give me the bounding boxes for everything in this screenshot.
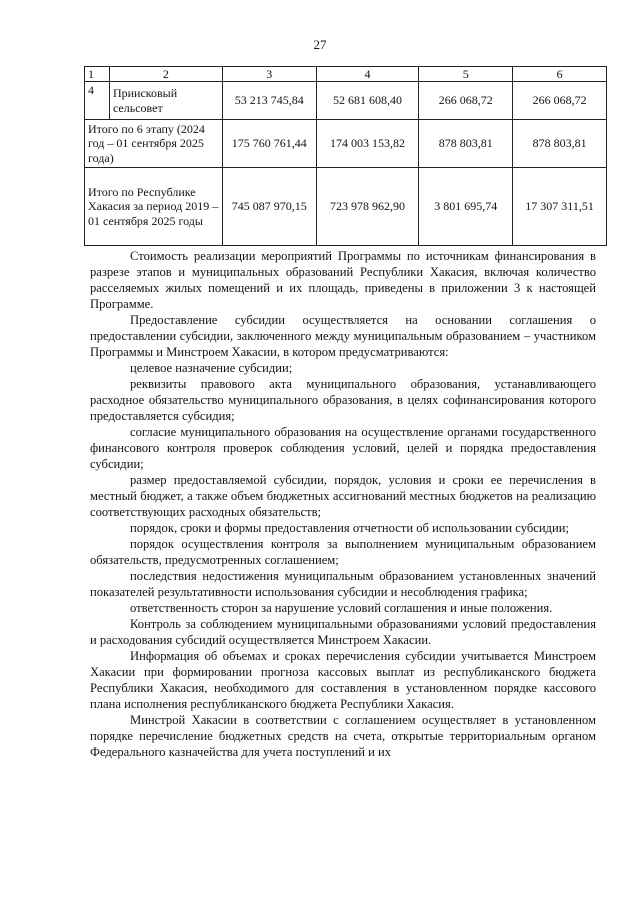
value-cell: 266 068,72: [419, 82, 513, 120]
value-cell: 174 003 153,82: [316, 120, 419, 168]
row-label: Итого по Республике Хакасия за период 2019 – 01 сентября 2025 годы: [85, 168, 223, 246]
paragraph: Стоимость реализации мероприятий Программы по источникам финансирования в разрезе этапов и муниципальных образований Республики Хакасия, включая количество расселяемых жилых помещений и их площадь, приведены в приложении 3 к настоящей Программе.: [90, 249, 596, 311]
value-cell: 3 801 695,74: [419, 168, 513, 246]
value-cell: 723 978 962,90: [316, 168, 419, 246]
list-item: последствия недостижения муниципальным образованием установленных значений показателей результативности использования субсидии и несоблюдения графика;: [90, 569, 596, 599]
table-row-republic-total: [85, 168, 607, 246]
value-cell: 17 307 311,51: [513, 168, 607, 246]
row-label: Приисковый сельсовет: [109, 82, 222, 120]
body-text: [90, 248, 596, 760]
list-item: целевое назначение субсидии;: [130, 361, 293, 375]
paragraph: Информация об объемах и сроках перечисления субсидии учитывается Минстроем Хакасии при формировании прогноза кассовых выплат из республиканского бюджета Республики Хакасия, необходимого для составления в установленном порядке кассового плана исполнения республиканского бюджета Республики Хакасия.: [90, 649, 596, 711]
list-item: порядок, сроки и формы предоставления отчетности об использовании субсидии;: [130, 521, 569, 535]
list-item: реквизиты правового акта муниципального образования, устанавливающего расходное обязательство муниципального образования, в целях софинансирования которого предоставляется субсидия;: [90, 377, 596, 423]
value-cell: 52 681 608,40: [316, 82, 419, 120]
value-cell: 745 087 970,15: [222, 168, 316, 246]
paragraph: Предоставление субсидии осуществляется на основании соглашения о предоставлении субсидии, заключенного между муниципальным образованием – участником Программы и Минстроем Хакасии, в котором предусматриваются:: [90, 313, 596, 359]
value-cell: 878 803,81: [419, 120, 513, 168]
paragraph: Контроль за соблюдением муниципальными образованиями условий предоставления и расходования субсидий осуществляется Минстроем Хакасии.: [90, 617, 596, 647]
table-row-settlement: [85, 82, 607, 120]
financing-table: [84, 66, 607, 246]
row-index: 4: [85, 82, 110, 120]
list-item: согласие муниципального образования на осуществление органами государственного финансового контроля проверок соблюдения условий, целей и порядка предоставления субсидии;: [90, 425, 596, 471]
list-item: порядок осуществления контроля за выполнением муниципальным образованием обязательств, предусмотренных соглашением;: [90, 537, 596, 567]
column-number-2: 2: [109, 67, 222, 82]
column-number-4: 4: [316, 67, 419, 82]
column-number-5: 5: [419, 67, 513, 82]
row-label: Итого по 6 этапу (2024 год – 01 сентября 2025 года): [85, 120, 223, 168]
column-number-3: 3: [222, 67, 316, 82]
column-number-6: 6: [513, 67, 607, 82]
table-header-row: [85, 67, 607, 82]
column-number-1: 1: [85, 67, 110, 82]
table-row-stage-total: [85, 120, 607, 168]
page-number: 27: [313, 37, 327, 52]
value-cell: 878 803,81: [513, 120, 607, 168]
paragraph: Минстрой Хакасии в соответствии с соглашением осуществляет в установленном порядке перечисление бюджетных средств на счета, открытые территориальным органом Федерального казначейства для учета поступлений и их: [90, 713, 596, 759]
value-cell: 266 068,72: [513, 82, 607, 120]
list-item: размер предоставляемой субсидии, порядок, условия и сроки ее перечисления в местный бюджет, а также объем бюджетных ассигнований местных бюджетов на реализацию соответствующих расходных обязательств;: [90, 473, 596, 519]
value-cell: 53 213 745,84: [222, 82, 316, 120]
value-cell: 175 760 761,44: [222, 120, 316, 168]
list-item: ответственность сторон за нарушение условий соглашения и иные положения.: [130, 601, 553, 615]
